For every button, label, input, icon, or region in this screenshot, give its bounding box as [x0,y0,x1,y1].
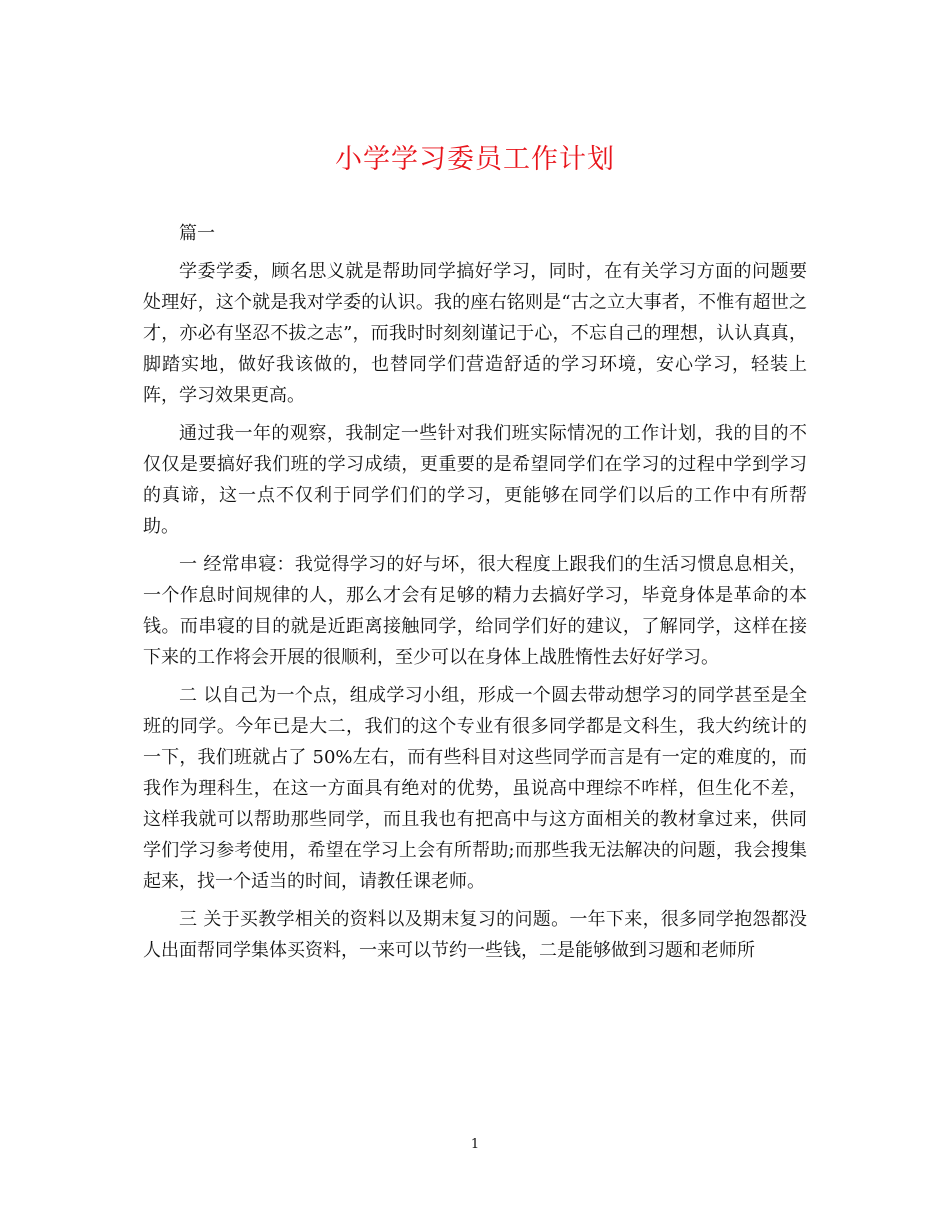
paragraph-point-three: 三 关于买教学相关的资料以及期末复习的问题。一年下来，很多同学抱怨都没人出面帮同学集体买资料，一来可以节约一些钱，二是能够做到习题和老师所 [143,909,807,961]
paragraph-intro: 学委学委，顾名思义就是帮助同学搞好学习，同时，在有关学习方面的问题要处理好，这个就是我对学委的认识。我的座右铭则是“古之立大事者，不惟有超世之才，亦必有坚忍不拔之志”，而我时时刻刻谨记于心，不忘自己的理想，认认真真，脚踏实地，做好我该做的，也替同学们营造舒适的学习环境，安心学习，轻装上阵，学习效果更高。 [143,261,807,406]
paragraph-point-two: 二 以自己为一个点，组成学习小组，形成一个圆去带动想学习的同学甚至是全班的同学。今年已是大二，我们的这个专业有很多同学都是文科生，我大约统计的一下，我们班就占了 50%左右，而有些科目对这些同学而言是有一定的难度的，而我作为理科生，在这一方面具有绝对的优势，虽说高中理综不咋样，但生化不差，这样我就可以帮助那些同学，而且我也有把高中与这方面相关的教材拿过来，供同学们学习参考使用，希望在学习上会有所帮助;而那些我无法解决的问题，我会搜集起来，找一个适当的时间，请教任课老师。 [143,685,807,892]
paragraph-observation: 通过我一年的观察，我制定一些针对我们班实际情况的工作计划，我的目的不仅仅是要搞好我们班的学习成绩，更重要的是希望同学们在学习的过程中学到学习的真谛，这一点不仅利于同学们们的学习，更能够在同学们以后的工作中有所帮助。 [143,423,807,537]
paragraph-point-one: 一 经常串寝：我觉得学习的好与坏，很大程度上跟我们的生活习惯息息相关，一个作息时间规律的人，那么才会有足够的精力去搞好学习，毕竟身体是革命的本钱。而串寝的目的就是近距离接触同学，给同学们好的建议，了解同学，这样在接下来的工作将会开展的很顺利，至少可以在身体上战胜惰性去好好学习。 [143,554,807,668]
page-number: 1 [470,1137,480,1152]
paragraph-section-label: 篇一 [179,223,215,244]
document-title: 小学学习委员工作计划 [335,144,615,175]
document-body [143,218,807,966]
